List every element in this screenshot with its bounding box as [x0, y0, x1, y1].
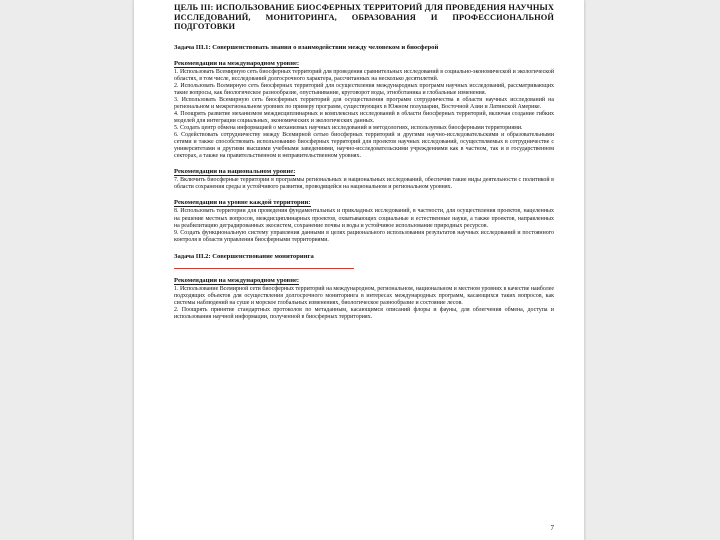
recommendation-item: 6. Содействовать сотрудничеству между Всемирной сетью биосферных территорий и другими научно-исследовательскими и образовательными сетями и также способствовать использованию биосферных территорий для проектов научных исследований, осуществляемых в сотрудничестве с университетами и другими высшими учебными заведениями, научно-исследовательскими учреждениями как в частном, так и в государственном секторах, а также на правительственном и неправительственном уровнях. — [174, 132, 554, 160]
recommendation-item: 3. Использовать Всемирную сеть биосферных территорий для осуществления программ сотрудничества в области научных исследований на региональном и межрегиональном уровнях по примеру программ, существующих в Южном полушарии, Восточной Азии и Латинской Америке. — [174, 96, 554, 111]
red-underline — [174, 268, 354, 269]
international-recommendations-heading — [174, 60, 554, 68]
recommendation-item: 5. Создать центр обмена информацией о механизмах научных исследований и методологиях, используемых биосферными территориями. — [174, 125, 523, 132]
recommendation-item: 7. Включить биосферные территории в программы региональных и национальных исследований, обеспечив такие виды деятельности с политикой в области сохранения среды и устойчивого развития, проводящейся на национальном и региональном уровнях. — [174, 177, 554, 191]
recommendation-item: 2. Поощрять принятие стандартных протоколов по метаданным, касающимся описаний флоры и фауны, для облегчения обмена, доступа и использования научной информации, полученной в биосферных территориях. — [174, 306, 554, 320]
page-content — [174, 3, 554, 321]
page-number: 7 — [550, 524, 554, 532]
recommendation-item: 2. Использовать Всемирную сеть биосферных территорий для осуществления международных программ научных исследований, рассматривающих такие вопросы, как биологическое разнообразие, опустынивание, круговорот воды, этноботаника и глобальные изменения. — [174, 82, 554, 96]
national-recommendations-heading-text: Рекомендации на национальном уровне: — [174, 168, 296, 176]
national-recommendations-heading — [174, 168, 554, 176]
recommendation-item: 4. Поощрять развитие механизмов междисциплинарных и комплексных исследований в области биосферных территорий, включая создание гибких моделей для интеграции социальных, экономических и экологических данных. — [174, 111, 554, 125]
task-2-international-recommendations-heading-text: Рекомендации на международном уровне: — [174, 276, 300, 284]
recommendation-item: 9. Создать функциональную систему управления данными в целях рационального использования результатов научных исследований и постоянного контроля в области управления биосферными территориями. — [174, 229, 554, 243]
recommendation-item: 1. Использовать Всемирную сеть биосферных территорий для проведения сравнительных исследований в социально-экономической и экологической областях, в том числе, исследований долгосрочного характера, рассчитанных на несколько десятилетий. — [174, 68, 554, 82]
task-2-heading: Задача III.2: Совершенствование мониторинга — [174, 252, 314, 260]
site-recommendations-heading-text: Рекомендации на уровне каждой территории: — [174, 199, 311, 207]
goal-title: ЦЕЛЬ III: ИСПОЛЬЗОВАНИЕ БИОСФЕРНЫХ ТЕРРИТОРИЙ ДЛЯ ПРОВЕДЕНИЯ НАУЧНЫХ ИССЛЕДОВАНИЙ, МОНИТОРИНГА, ОБРАЗОВАНИЯ И ПРОФЕССИОНАЛЬНОЙ ПОДГОТОВКИ — [174, 3, 554, 32]
international-recommendations-heading-text: Рекомендации на международном уровне: — [174, 59, 300, 67]
task-1-heading: Задача III.1: Совершенствовать знания о взаимодействии между человеком и биосферой — [174, 43, 439, 51]
document-page — [134, 0, 584, 540]
recommendation-item: 8. Использовать территории для проведения фундаментальных и прикладных исследований, в частности, для осуществления проектов, нацеленных на решение местных вопросов, междисциплинарных проектов, охватывающих социальные и естественные науки, а также проектов, направленных на реабилитацию деградированных экосистем, сохранение почвы и воды и устойчивое использование природных ресурсов. — [174, 208, 554, 229]
task-2-international-recommendations-heading — [174, 277, 554, 285]
site-recommendations-heading — [174, 199, 554, 207]
recommendation-item: 1. Использование Всемирной сети биосферных территорий на международном, региональном, национальном и местном уровнях в качестве наиболее подходящих объектов для осуществления долгосрочного мониторинга в интересах международных программ, касающихся таких вопросов, как системы наблюдений на суше и морское глобальных изменениях, биологическое разнообразие и состояние лесов. — [174, 285, 554, 306]
